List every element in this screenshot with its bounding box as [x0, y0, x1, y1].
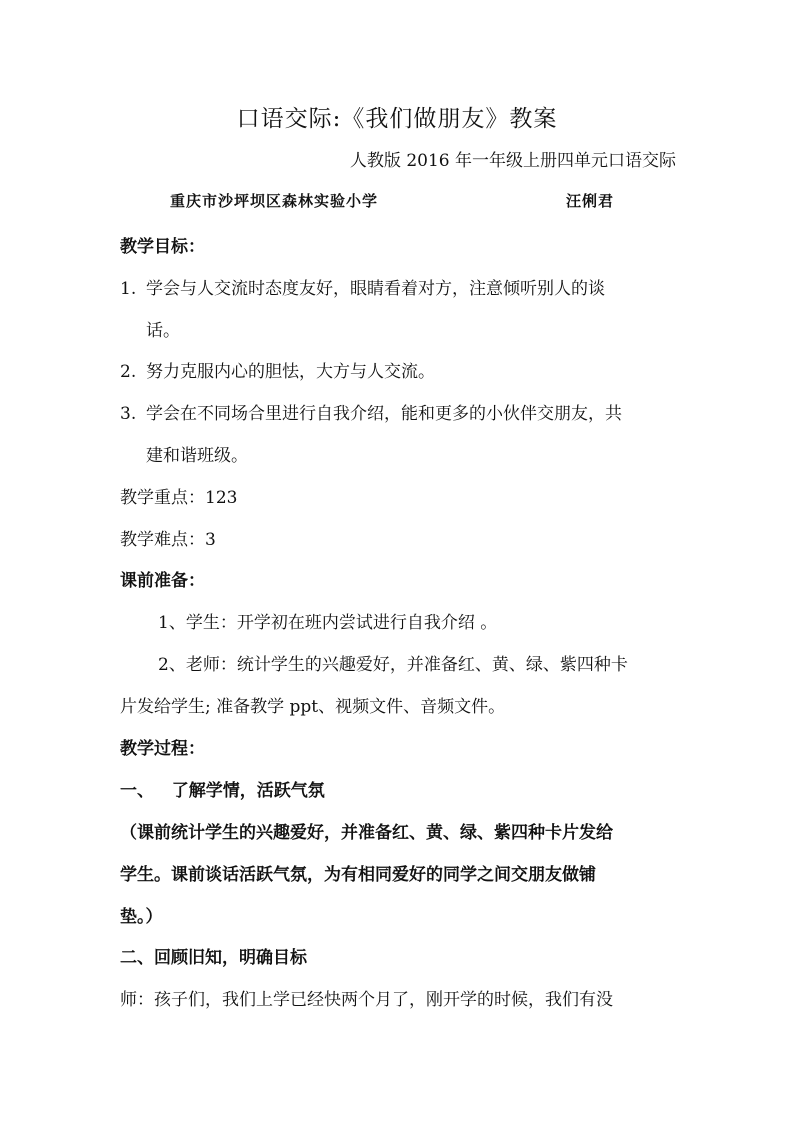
step1-note-end: 垫。） — [120, 907, 163, 927]
step1-title: 一、 了解学情，活跃气氛 — [120, 781, 325, 801]
teacher-speech: 师：孩子们，我们上学已经快两个月了，刚开学的时候，我们有没 — [120, 990, 613, 1010]
objective-item-1-continued: 话。 — [146, 321, 180, 341]
step1-note-continued: 学生。课前谈话活跃气氛，为有相同爱好的同学之间交朋友做铺 — [120, 865, 596, 885]
preparation-teacher: 2、老师：统计学生的兴趣爱好，并准备红、黄、绿、紫四种卡 — [158, 655, 628, 675]
objective-text: 努力克服内心的胆怯，大方与人交流。 — [146, 362, 435, 382]
teacher-name: 汪俐君 — [566, 192, 615, 210]
objectives-heading: 教学目标： — [120, 237, 205, 257]
step1-note: （课前统计学生的兴趣爱好，并准备红、黄、绿、紫四种卡片发给 — [120, 823, 613, 843]
objective-text: 学会与人交流时态度友好，眼睛看着对方，注意倾听别人的谈 — [146, 279, 605, 299]
objective-text: 学会在不同场合里进行自我介绍，能和更多的小伙伴交朋友，共 — [146, 404, 622, 424]
process-heading: 教学过程： — [120, 739, 205, 759]
objective-number: 1. — [120, 279, 137, 299]
difficulties: 教学难点：3 — [120, 530, 216, 550]
preparation-student: 1、学生：开学初在班内尝试进行自我介绍 。 — [158, 613, 498, 633]
objective-item-2 — [120, 357, 435, 382]
document-subtitle: 人教版 2016 年一年级上册四单元口语交际 — [349, 151, 676, 171]
objective-number: 3. — [120, 404, 137, 424]
objective-item-3 — [120, 399, 622, 424]
school-name: 重庆市沙坪坝区森林实验小学 — [170, 192, 379, 210]
preparation-heading: 课前准备： — [120, 571, 205, 591]
key-points: 教学重点：123 — [120, 488, 238, 508]
objective-number: 2. — [120, 362, 137, 382]
step2-title: 二、回顾旧知，明确目标 — [120, 948, 307, 968]
objective-item-3-continued: 建和谐班级。 — [146, 446, 248, 466]
document-title: 口语交际:《我们做朋友》教案 — [236, 106, 558, 132]
preparation-teacher-continued: 片发给学生; 准备教学 ppt、视频文件、音频文件。 — [120, 697, 506, 717]
objective-item-1 — [120, 274, 605, 299]
